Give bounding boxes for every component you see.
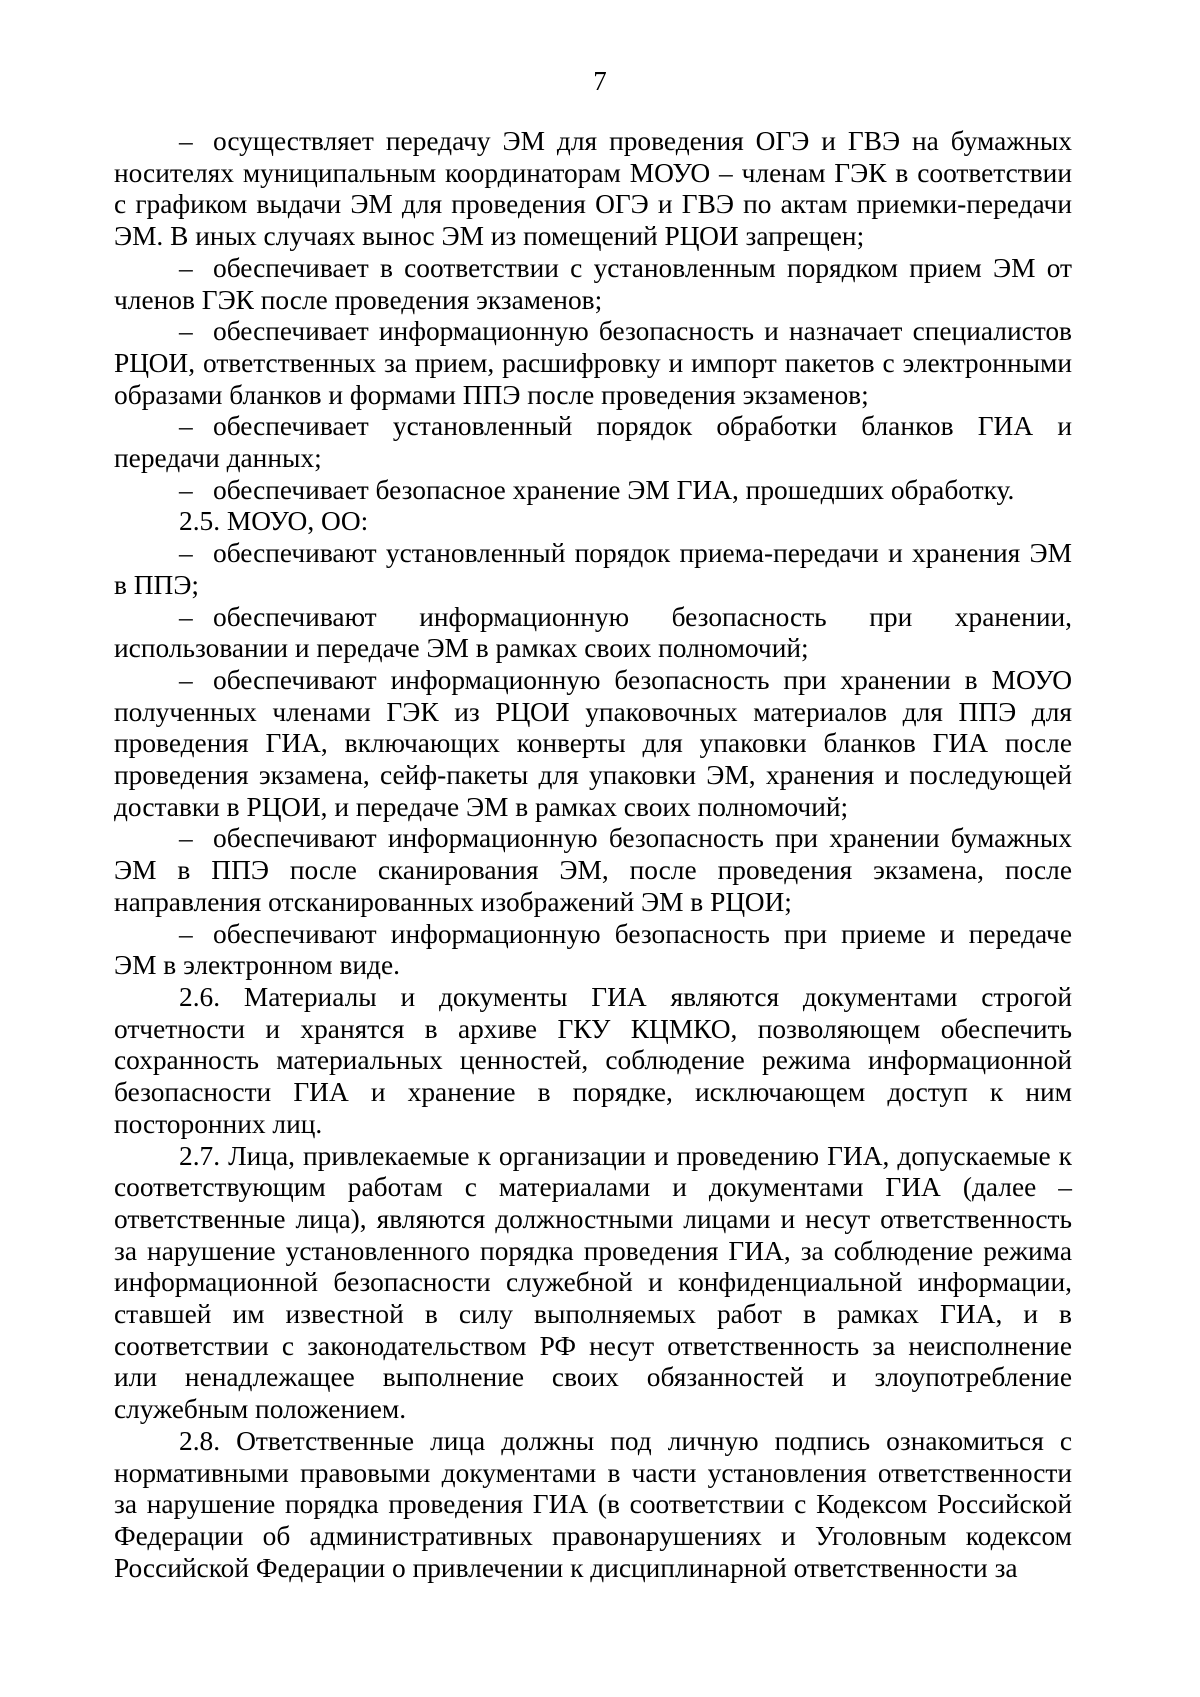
list-item [114,411,1072,474]
page-number: 7 [593,66,607,96]
dash-marker: – [179,411,193,442]
dash-marker: – [179,918,193,949]
paragraph-text: осуществляет передачу ЭМ для проведения ОГЭ и ГВЭ на бумажных носителях муниципальным координаторам МОУО – членам ГЭК в соответствии с графиком выдачи ЭМ для проведения ОГЭ и ГВЭ по актам приемки-передачи ЭМ. В иных случаях вынос ЭМ из помещений РЦОИ запрещен; [114,126,1072,252]
list-item [114,602,1072,665]
dash-marker: – [179,823,193,854]
dash-marker: – [179,474,193,505]
paragraph-text: обеспечивают информационную безопасность при приеме и передаче ЭМ в электронном виде. [114,918,1072,981]
paragraph-text: обеспечивают установленный порядок приема-передачи и хранения ЭМ в ППЭ; [114,538,1072,600]
paragraph-text: 2.7. Лица, привлекаемые к организации и проведению ГИА, допускаемые к соответствующим работам с материалами и документами ГИА (далее – ответственные лица), являются должностными лицами и несут ответственность за нарушение установленного порядка проведения ГИА, за соблюдение режима информационной безопасности служебной и конфиденциальной информации, ставшей им известной в силу выполняемых работ в рамках ГИА, и в соответствии с законодательством РФ несут ответственность за неисполнение или ненадлежащее выполнение своих обязанностей и злоупотребление служебным положением. [114,1140,1072,1425]
paragraph-text: 2.8. Ответственные лица должны под личную подпись ознакомиться с нормативными правовыми документами в части установления ответственности за нарушение порядка проведения ГИА (в соответствии с Кодексом Российской Федерации об административных правонарушениях и Уголовным кодексом Российской Федерации о привлечении к дисциплинарной ответственности за [114,1425,1072,1583]
paragraph-text: обеспечивают информационную безопасность при хранении в МОУО полученных членами ГЭК из РЦОИ упаковочных материалов для ППЭ для проведения ГИА, включающих конверты для упаковки бланков ГИА после проведения экзамена, сейф-пакеты для упаковки ЭМ, хранения и последующей доставки в РЦОИ, и передаче ЭМ в рамках своих полномочий; [114,664,1072,822]
list-item [114,316,1072,411]
dash-marker: – [179,538,193,569]
dash-marker: – [179,316,193,347]
paragraph-text: обеспечивают информационную безопасность при хранении бумажных ЭМ в ППЭ после сканирования ЭМ, после проведения экзамена, после направления отсканированных изображений ЭМ в РЦОИ; [114,823,1072,917]
dash-marker: – [179,126,193,156]
list-item [114,919,1072,982]
dash-marker: – [179,601,193,632]
list-item [114,665,1072,824]
paragraph-text: обеспечивает установленный порядок обработки бланков ГИА и передачи данных; [114,411,1072,474]
paragraph-text: обеспечивает в соответствии с установленным порядком прием ЭМ от членов ГЭК после проведения экзаменов; [114,252,1072,315]
paragraph-text: обеспечивает безопасное хранение ЭМ ГИА, прошедших обработку. [213,474,1015,505]
paragraph-text: обеспечивают информационную безопасность при хранении, использовании и передаче ЭМ в рамках своих полномочий; [114,601,1072,664]
paragraph-text: 2.5. МОУО, ОО: [179,506,369,537]
paragraph [114,1426,1072,1585]
dash-marker: – [179,664,193,695]
list-item [114,538,1072,601]
document-body [114,126,1072,1584]
dash-marker: – [179,252,193,283]
list-item [114,253,1072,316]
paragraph [114,982,1072,1141]
paragraph [114,506,1072,538]
paragraph [114,1141,1072,1426]
list-item [114,475,1072,507]
list-item [114,823,1072,918]
paragraph-text: обеспечивает информационную безопасность и назначает специалистов РЦОИ, ответственных за прием, расшифровку и импорт пакетов с электронными образами бланков и формами ППЭ после проведения экзаменов; [114,316,1072,410]
list-item [114,126,1072,253]
paragraph-text: 2.6. Материалы и документы ГИА являются документами строгой отчетности и хранятся в архиве ГКУ КЦМКО, позволяющем обеспечить сохранность материальных ценностей, соблюдение режима информационной безопасности ГИА и хранение в порядке, исключающем доступ к ним посторонних лиц. [114,981,1072,1139]
